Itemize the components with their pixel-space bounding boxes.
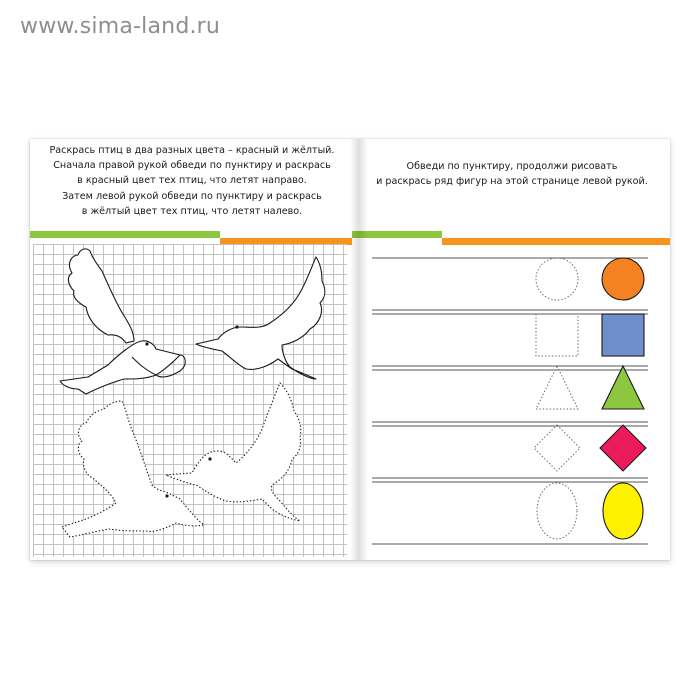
- instruction-line: Раскрась птиц в два разных цвета – красный и жёлтый.: [49, 145, 335, 156]
- blue-square-icon: [602, 314, 644, 356]
- green-triangle-icon: [602, 366, 644, 409]
- bird-eye-icon: [145, 342, 148, 345]
- orange-circle-icon: [602, 258, 644, 300]
- instruction-line: Затем левой рукой обведи по пунктиру и раскрась: [62, 190, 322, 202]
- dotted-circle-icon: [536, 258, 578, 300]
- instruction-line: Сначала правой рукой обведи по пунктиру и раскрась: [53, 160, 331, 172]
- dotted-square-icon: [536, 314, 578, 356]
- bird-dotted-left-icon: [166, 383, 301, 521]
- bird-illustrations: [30, 139, 352, 560]
- yellow-ellipse-icon: [603, 483, 643, 539]
- left-page: [30, 139, 352, 560]
- shape-tracing-area: [352, 139, 670, 560]
- bird-solid-left-icon: [196, 257, 325, 379]
- site-watermark: www.sima-land.ru: [20, 14, 221, 39]
- dotted-tracing-shapes: [534, 258, 580, 539]
- dotted-diamond-icon: [534, 425, 580, 471]
- instruction-line: в жёлтый цвет тех птиц, что летят налево.: [81, 205, 303, 217]
- bird-solid-right-icon: [60, 249, 185, 394]
- bird-eye-icon: [208, 457, 211, 460]
- right-page: [352, 139, 670, 560]
- dotted-triangle-icon: [536, 366, 578, 409]
- instruction-line: Обведи по пунктиру, продолжи рисовать: [406, 161, 618, 172]
- dotted-ellipse-icon: [537, 483, 577, 539]
- activity-book-spread: [30, 139, 670, 560]
- bird-dotted-right-icon: [62, 401, 204, 537]
- instruction-line: и раскрась ряд фигур на этой странице левой рукой.: [376, 176, 648, 188]
- instruction-line: в красный цвет тех птиц, что летят направо.: [77, 175, 307, 187]
- bird-eye-icon: [165, 494, 168, 497]
- bird-eye-icon: [235, 325, 238, 328]
- pink-diamond-icon: [600, 425, 646, 471]
